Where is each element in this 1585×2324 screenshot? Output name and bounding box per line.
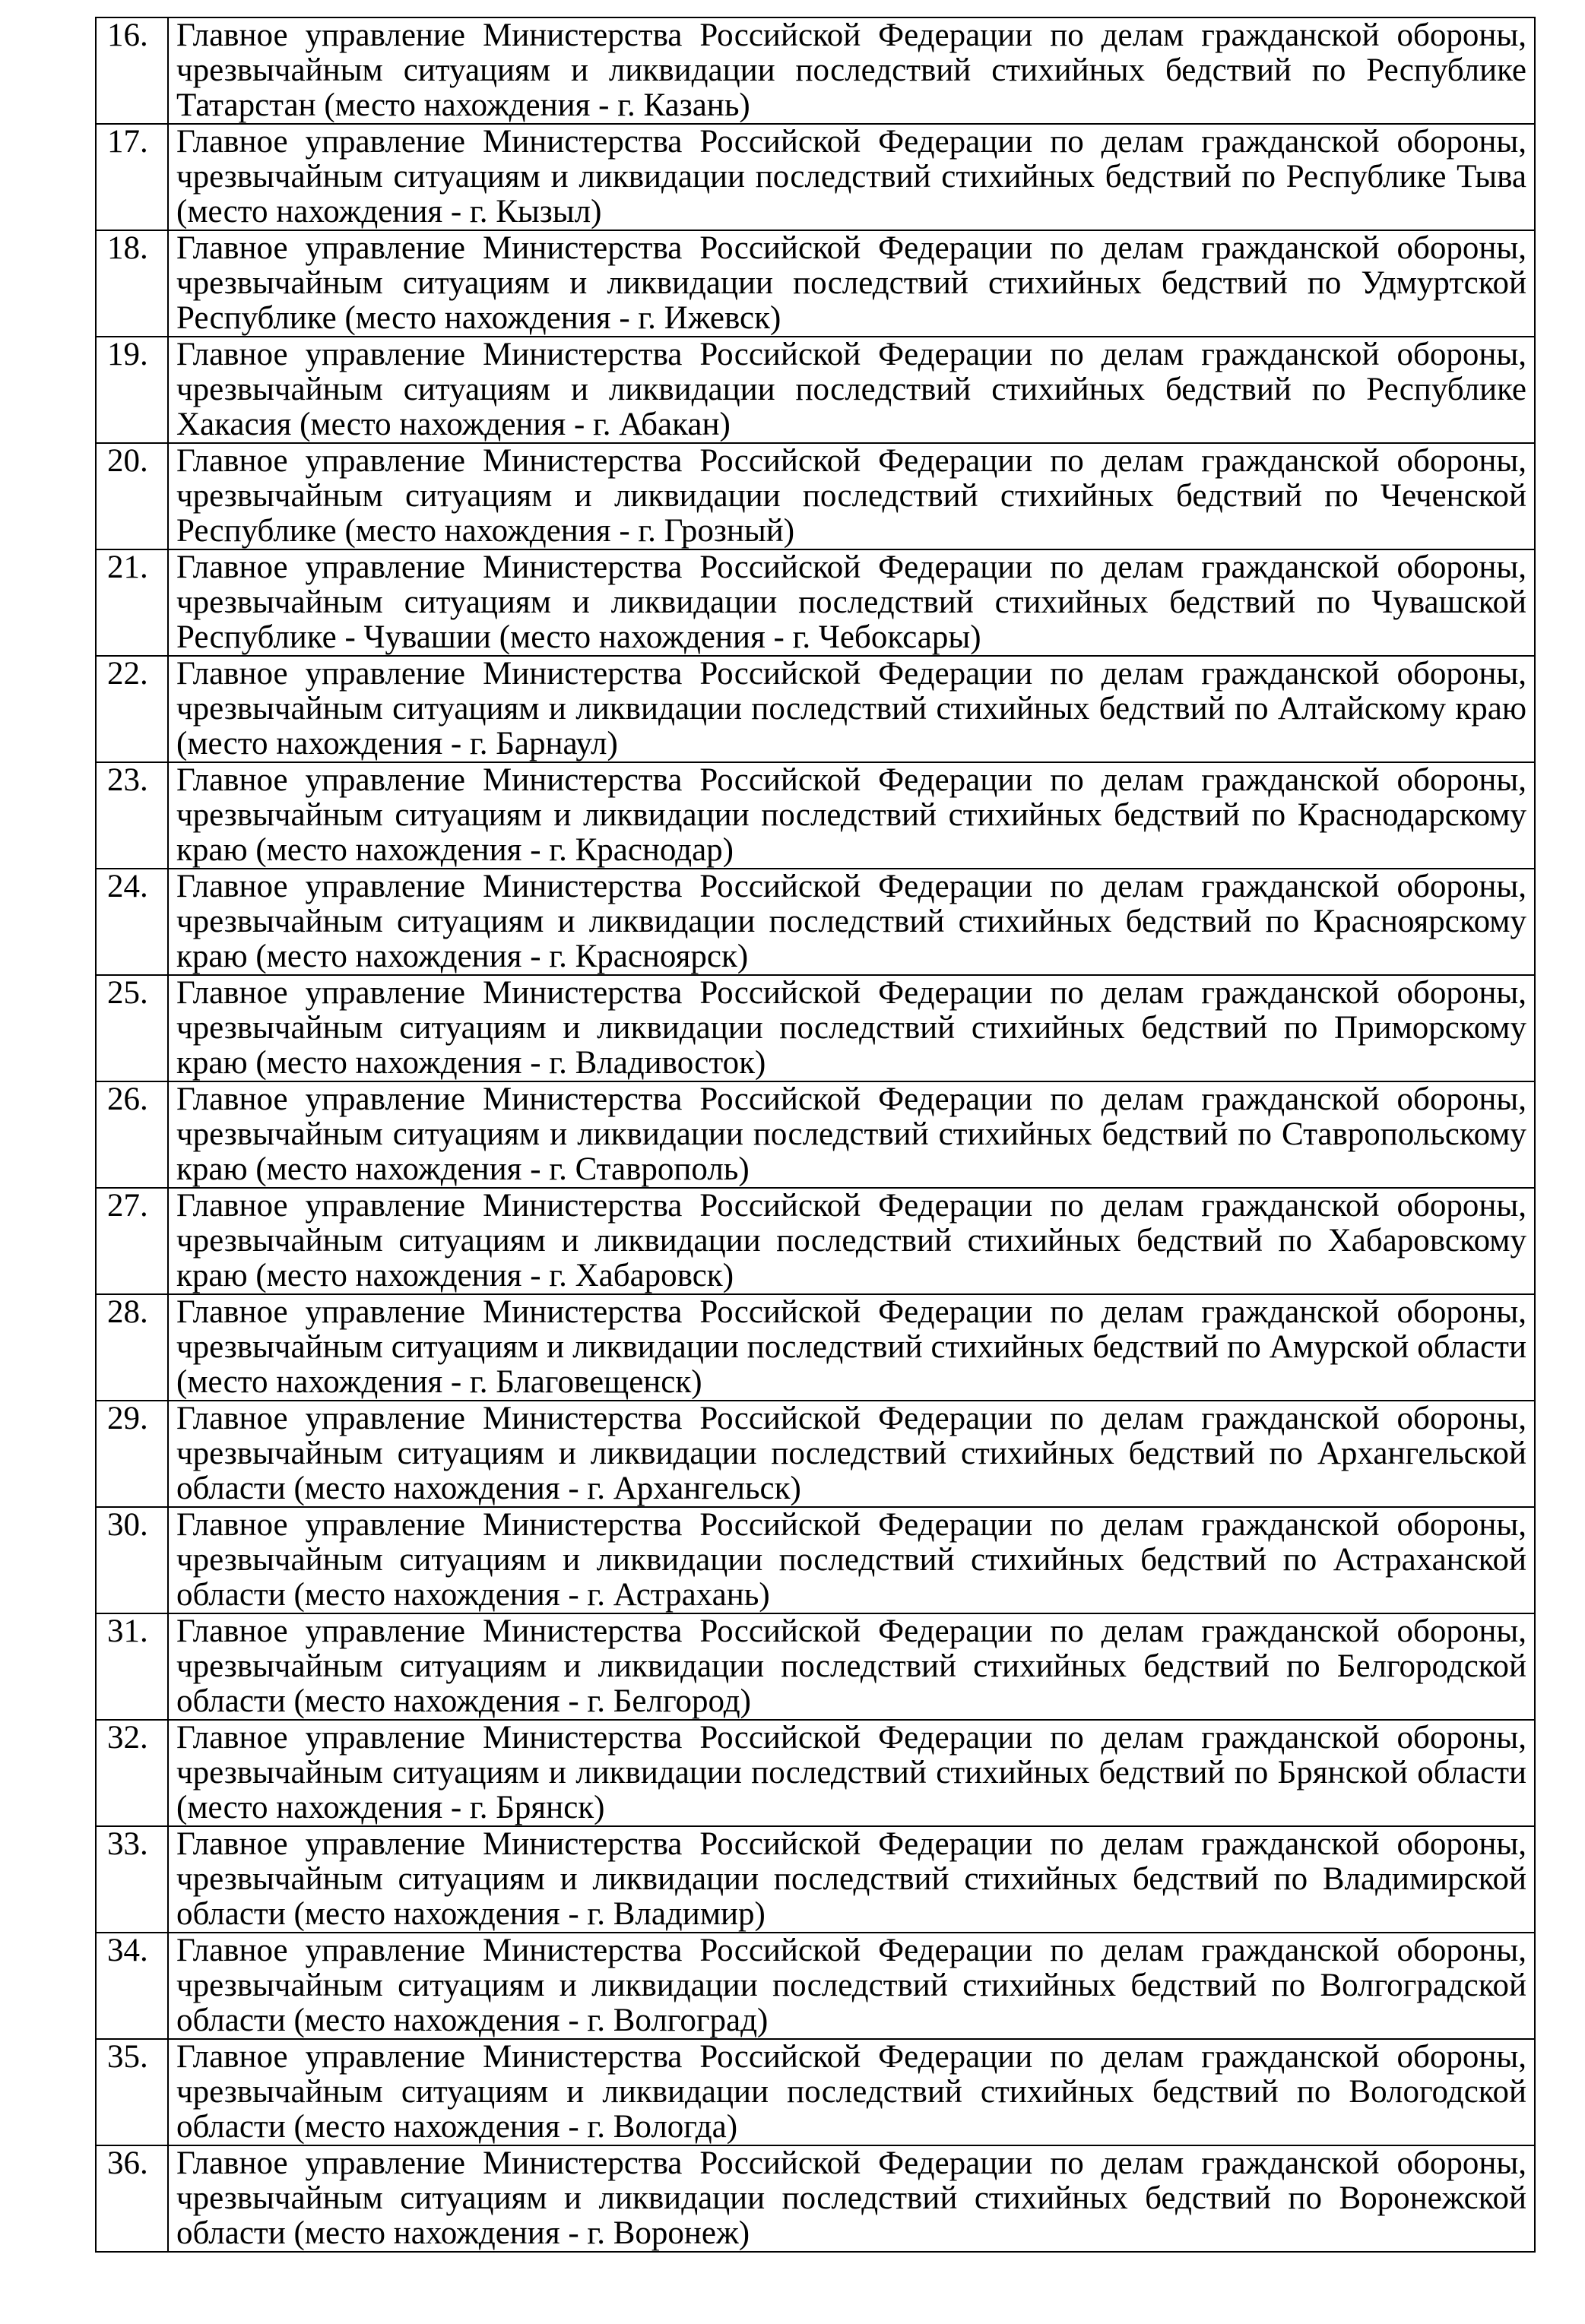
row-number: 26. (96, 1081, 168, 1188)
table-row (96, 230, 1535, 337)
row-number: 35. (96, 2039, 168, 2145)
row-text: Главное управление Министерства Российской Федерации по делам гражданской обороны, чрезвычайным ситуациям и ликвидации последствий стихийных бедствий по Брянской области (место нахождения - г. Брянск) (168, 1720, 1535, 1826)
table-row (96, 1720, 1535, 1826)
table-row (96, 337, 1535, 443)
row-number: 23. (96, 762, 168, 869)
row-number: 19. (96, 337, 168, 443)
table-row (96, 1188, 1535, 1294)
row-text: Главное управление Министерства Российской Федерации по делам гражданской обороны, чрезвычайным ситуациям и ликвидации последствий стихийных бедствий по Амурской области (место нахождения - г. Благовещенск) (168, 1294, 1535, 1401)
row-number: 21. (96, 549, 168, 656)
row-text: Главное управление Министерства Российской Федерации по делам гражданской обороны, чрезвычайным ситуациям и ликвидации последствий стихийных бедствий по Владимирской области (место нахождения - г. Владимир) (168, 1826, 1535, 1933)
row-text: Главное управление Министерства Российской Федерации по делам гражданской обороны, чрезвычайным ситуациям и ликвидации последствий стихийных бедствий по Чеченской Республике (место нахождения - г. Грозный) (168, 443, 1535, 549)
row-text: Главное управление Министерства Российской Федерации по делам гражданской обороны, чрезвычайным ситуациям и ликвидации последствий стихийных бедствий по Приморскому краю (место нахождения - г. Владивосток) (168, 975, 1535, 1081)
row-number: 29. (96, 1401, 168, 1507)
row-number: 31. (96, 1613, 168, 1720)
table-row (96, 975, 1535, 1081)
table-row (96, 656, 1535, 762)
row-number: 27. (96, 1188, 168, 1294)
table-row (96, 2145, 1535, 2252)
row-text: Главное управление Министерства Российской Федерации по делам гражданской обороны, чрезвычайным ситуациям и ликвидации последствий стихийных бедствий по Вологодской области (место нахождения - г. Вологда) (168, 2039, 1535, 2145)
table-row (96, 1826, 1535, 1933)
row-text: Главное управление Министерства Российской Федерации по делам гражданской обороны, чрезвычайным ситуациям и ликвидации последствий стихийных бедствий по Архангельской области (место нахождения - г. Архангельск) (168, 1401, 1535, 1507)
table-row (96, 762, 1535, 869)
row-text: Главное управление Министерства Российской Федерации по делам гражданской обороны, чрезвычайным ситуациям и ликвидации последствий стихийных бедствий по Астраханской области (место нахождения - г. Астрахань) (168, 1507, 1535, 1613)
row-number: 36. (96, 2145, 168, 2252)
row-text: Главное управление Министерства Российской Федерации по делам гражданской обороны, чрезвычайным ситуациям и ликвидации последствий стихийных бедствий по Республике Тыва (место нахождения - г. Кызыл) (168, 124, 1535, 230)
table-row (96, 1294, 1535, 1401)
row-number: 25. (96, 975, 168, 1081)
table-row (96, 1933, 1535, 2039)
row-text: Главное управление Министерства Российской Федерации по делам гражданской обороны, чрезвычайным ситуациям и ликвидации последствий стихийных бедствий по Красноярскому краю (место нахождения - г. Красноярск) (168, 869, 1535, 975)
table-row (96, 1081, 1535, 1188)
row-number: 17. (96, 124, 168, 230)
row-number: 32. (96, 1720, 168, 1826)
row-number: 24. (96, 869, 168, 975)
row-text: Главное управление Министерства Российской Федерации по делам гражданской обороны, чрезвычайным ситуациям и ликвидации последствий стихийных бедствий по Краснодарскому краю (место нахождения - г. Краснодар) (168, 762, 1535, 869)
row-number: 34. (96, 1933, 168, 2039)
row-number: 30. (96, 1507, 168, 1613)
row-text: Главное управление Министерства Российской Федерации по делам гражданской обороны, чрезвычайным ситуациям и ликвидации последствий стихийных бедствий по Удмуртской Республике (место нахождения - г. Ижевск) (168, 230, 1535, 337)
row-text: Главное управление Министерства Российской Федерации по делам гражданской обороны, чрезвычайным ситуациям и ликвидации последствий стихийных бедствий по Республике Татарстан (место нахождения - г. Казань) (168, 17, 1535, 124)
row-text: Главное управление Министерства Российской Федерации по делам гражданской обороны, чрезвычайным ситуациям и ликвидации последствий стихийных бедствий по Алтайскому краю (место нахождения - г. Барнаул) (168, 656, 1535, 762)
table-row (96, 124, 1535, 230)
row-number: 33. (96, 1826, 168, 1933)
table-row (96, 443, 1535, 549)
row-number: 20. (96, 443, 168, 549)
row-number: 22. (96, 656, 168, 762)
table-row (96, 869, 1535, 975)
table-row (96, 17, 1535, 124)
table-row (96, 1613, 1535, 1720)
row-text: Главное управление Министерства Российской Федерации по делам гражданской обороны, чрезвычайным ситуациям и ликвидации последствий стихийных бедствий по Ставропольскому краю (место нахождения - г. Ставрополь) (168, 1081, 1535, 1188)
row-text: Главное управление Министерства Российской Федерации по делам гражданской обороны, чрезвычайным ситуациям и ликвидации последствий стихийных бедствий по Белгородской области (место нахождения - г. Белгород) (168, 1613, 1535, 1720)
row-text: Главное управление Министерства Российской Федерации по делам гражданской обороны, чрезвычайным ситуациям и ликвидации последствий стихийных бедствий по Хабаровскому краю (место нахождения - г. Хабаровск) (168, 1188, 1535, 1294)
regional-offices-table (95, 17, 1536, 2253)
row-text: Главное управление Министерства Российской Федерации по делам гражданской обороны, чрезвычайным ситуациям и ликвидации последствий стихийных бедствий по Воронежской области (место нахождения - г. Воронеж) (168, 2145, 1535, 2252)
table-row (96, 2039, 1535, 2145)
row-number: 16. (96, 17, 168, 124)
row-text: Главное управление Министерства Российской Федерации по делам гражданской обороны, чрезвычайным ситуациям и ликвидации последствий стихийных бедствий по Волгоградской области (место нахождения - г. Волгоград) (168, 1933, 1535, 2039)
table-row (96, 1507, 1535, 1613)
table-row (96, 1401, 1535, 1507)
row-number: 28. (96, 1294, 168, 1401)
row-text: Главное управление Министерства Российской Федерации по делам гражданской обороны, чрезвычайным ситуациям и ликвидации последствий стихийных бедствий по Чувашской Республике - Чувашии (место нахождения - г. Чебоксары) (168, 549, 1535, 656)
row-text: Главное управление Министерства Российской Федерации по делам гражданской обороны, чрезвычайным ситуациям и ликвидации последствий стихийных бедствий по Республике Хакасия (место нахождения - г. Абакан) (168, 337, 1535, 443)
row-number: 18. (96, 230, 168, 337)
table-row (96, 549, 1535, 656)
